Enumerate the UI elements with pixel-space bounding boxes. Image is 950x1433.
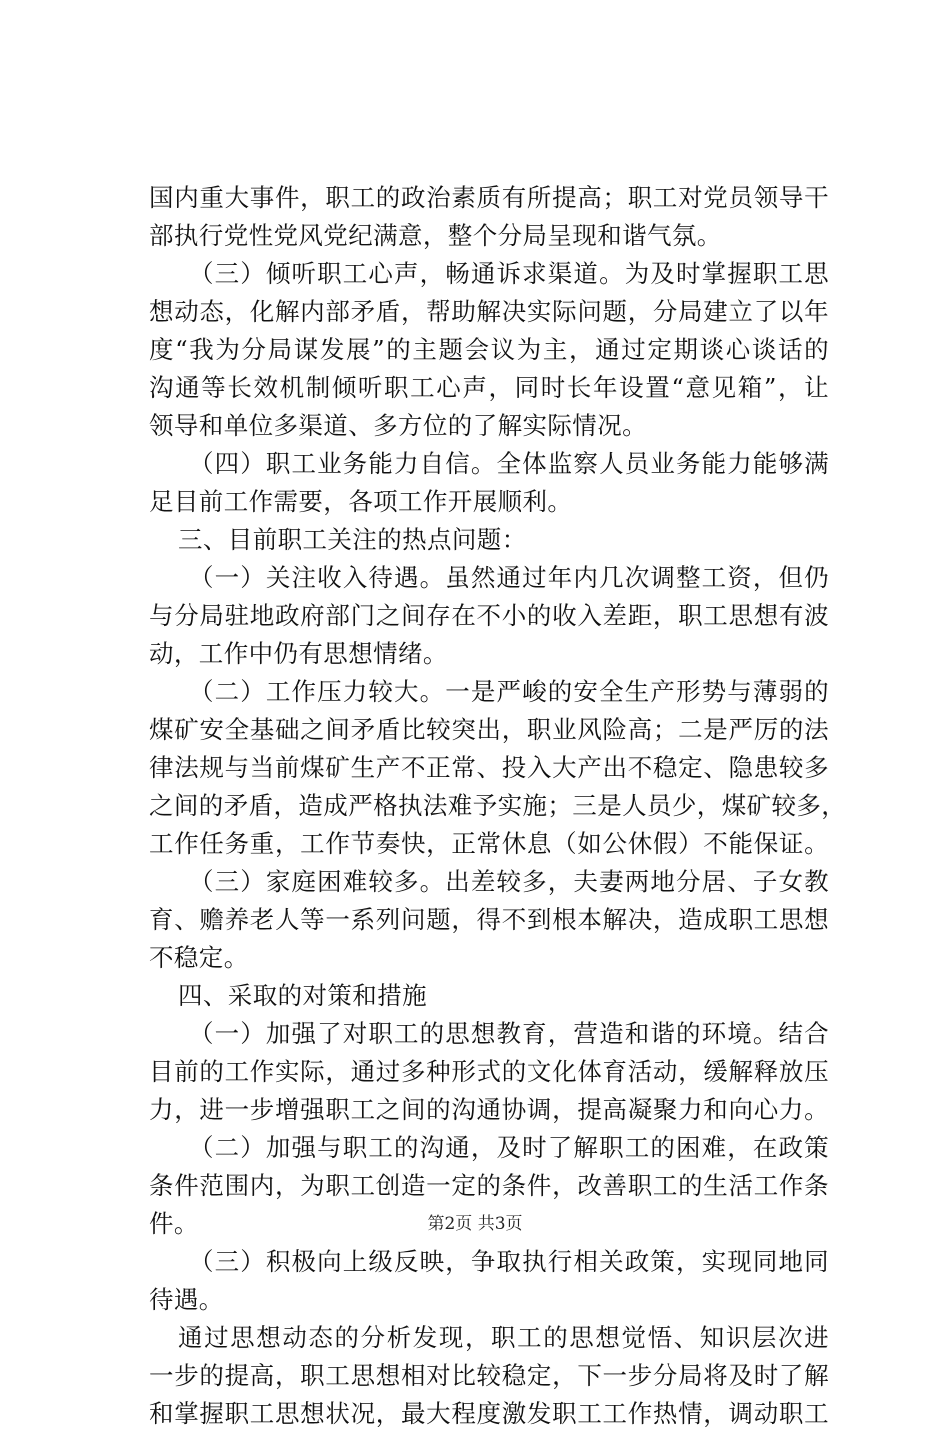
text-line: 律法规与当前煤矿生产不正常、投入大产出不稳定、隐患较多 xyxy=(149,753,829,782)
text-line: （三）家庭困难较多。出差较多，夫妻两地分居、子女教 xyxy=(189,867,829,896)
text-line: （三）积极向上级反映，争取执行相关政策，实现同地同 xyxy=(189,1247,829,1276)
text-line: 目前的工作实际，通过多种形式的文化体育活动，缓解释放压 xyxy=(149,1057,829,1086)
text-line: 部执行党性党风党纪满意，整个分局呈现和谐气氛。 xyxy=(149,221,722,250)
text-line: 工作任务重，工作节奏快，正常休息（如公休假）不能保证。 xyxy=(149,829,829,858)
text-line: 之间的矛盾，造成严格执法难予实施；三是人员少，煤矿较多， xyxy=(149,791,847,820)
text-line: 力，进一步增强职工之间的沟通协调，提高凝聚力和向心力。 xyxy=(149,1095,829,1124)
text-line: （四）职工业务能力自信。全体监察人员业务能力能够满 xyxy=(189,449,829,478)
text-line: （二）工作压力较大。一是严峻的安全生产形势与薄弱的 xyxy=(189,677,829,706)
text-line: 想动态，化解内部矛盾，帮助解决实际问题，分局建立了以年 xyxy=(149,297,829,326)
text-line: 沟通等长效机制倾听职工心声，同时长年设置“意见箱”，让 xyxy=(149,373,829,402)
text-line: 不稳定。 xyxy=(149,943,249,972)
document-body xyxy=(149,179,847,1433)
text-line: （一）加强了对职工的思想教育，营造和谐的环境。结合 xyxy=(189,1019,829,1048)
section-heading: 四、采取的对策和措施 xyxy=(178,981,427,1010)
text-line: 待遇。 xyxy=(149,1285,224,1314)
text-line: 一步的提高，职工思想相对比较稳定，下一步分局将及时了解 xyxy=(149,1361,829,1390)
text-line: 和掌握职工思想状况，最大程度激发职工工作热情，调动职工 xyxy=(149,1399,829,1428)
text-line: 动，工作中仍有思想情绪。 xyxy=(149,639,448,668)
text-line: （一）关注收入待遇。虽然通过年内几次调整工资，但仍 xyxy=(189,563,829,592)
text-line: （二）加强与职工的沟通，及时了解职工的困难，在政策 xyxy=(189,1133,829,1162)
text-line: （三）倾听职工心声，畅通诉求渠道。为及时掌握职工思 xyxy=(189,259,829,288)
text-line: 通过思想动态的分析发现，职工的思想觉悟、知识层次进 xyxy=(178,1323,829,1352)
text-line: 件。 xyxy=(149,1209,199,1238)
text-line: 与分局驻地政府部门之间存在不小的收入差距，职工思想有波 xyxy=(149,601,829,630)
text-line: 育、赡养老人等一系列问题，得不到根本解决，造成职工思想 xyxy=(149,905,829,934)
text-line: 国内重大事件，职工的政治素质有所提高；职工对党员领导干 xyxy=(149,183,829,212)
text-line: 足目前工作需要，各项工作开展顺利。 xyxy=(149,487,573,516)
section-heading: 三、目前职工关注的热点问题： xyxy=(178,525,527,554)
text-line: 煤矿安全基础之间矛盾比较突出，职业风险高；二是严厉的法 xyxy=(149,715,829,744)
text-line: 度“我为分局谋发展”的主题会议为主，通过定期谈心谈话的 xyxy=(149,335,829,364)
text-line: 条件范围内，为职工创造一定的条件，改善职工的生活工作条 xyxy=(149,1171,829,1200)
text-line: 领导和单位多渠道、多方位的了解实际情况。 xyxy=(149,411,647,440)
page-number-footer: 第2页 共3页 xyxy=(427,1214,523,1234)
